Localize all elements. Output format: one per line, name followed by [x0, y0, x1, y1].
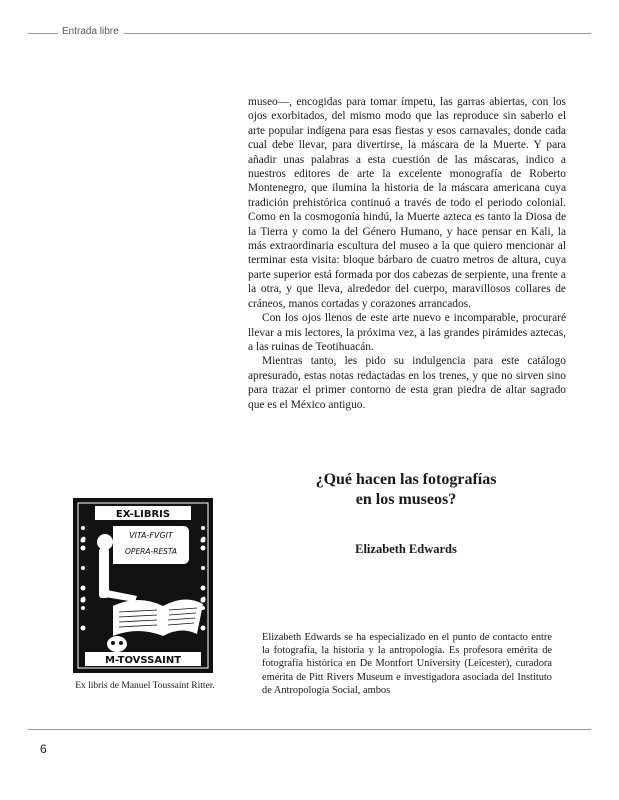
paragraph-3: Mientras tanto, les pido su indulgencia para este catálogo apresurado, estas notas redactadas en los trenes, y que no sirven sino para trazar el primer contorno de esta gran piedra de altar sagrado que es el México antiguo.: [248, 355, 566, 411]
scroll-text-1: VITA-FVGIT: [129, 531, 173, 540]
header-rule-left: [28, 33, 58, 34]
main-text-column: [248, 95, 566, 412]
page-number: 6: [40, 742, 47, 756]
skull-icon: [107, 636, 127, 652]
figure-caption: Ex libris de Manuel Toussaint Ritter.: [75, 681, 215, 691]
author-bio: Elizabeth Edwards se ha especializado en el punto de contacto entre la fotografía, la historia y la antropología. Es profesora emérita de fotografía histórica en De Montfort University (Leicester), curadora emérita de Pitt Rivers Museum e investigadora asociada del Instituto de Antropología Social, ambos: [262, 632, 552, 696]
footer-rule: [28, 729, 591, 730]
article-title-line-1: ¿Qué hacen las fotografías: [315, 471, 497, 488]
ex-libris-bookplate: [73, 498, 213, 673]
scroll-text-2: OPERA-RESTA: [125, 547, 177, 556]
open-book-icon: [113, 599, 203, 636]
banner-top-text: EX-LIBRIS: [115, 509, 171, 520]
article-title-line-2: en los museos?: [355, 491, 457, 508]
running-header: Entrada libre: [62, 26, 119, 37]
banner-bottom-text: M-TOVSSAINT: [104, 655, 182, 666]
header-rule-right: [124, 33, 591, 34]
paragraph-2: Con los ojos llenos de este arte nuevo e incomparable, procuraré llevar a mis lectores, la próxima vez, a las grandes pirámides aztecas, a las ruinas de Teotihuacán.: [248, 312, 566, 353]
article-title: [258, 470, 554, 510]
article-author: Elizabeth Edwards: [355, 542, 457, 556]
paragraph-1: museo—, encogidas para tomar ímpetu, las garras abiertas, con los ojos exorbitados, del mismo modo que las reproduce sin saberlo el arte popular indígena para esas fiestas y esos carnavales, donde cada cual debe llevar, para divertirse, la máscara de la Muerte. Y para añadir unas palabras a esta cuestión de las máscaras, indico a nuestros editores de arte la excelente monografía de Roberto Montenegro, que ilumina la historia de la máscara americana cuya tradición prehistórica continuó a través de todo el periodo colonial. Como en la cosmogonía hindú, la Muerte azteca es tanto la Diosa de la Tierra y como la del Género Humano, y hace pensar en Kali, la más extraordinaria escultura del museo a la que quiero mencionar al terminar esta visita: bloque bárbaro de cuatro metros de altura, cuya parte superior está formada por dos cabezas de serpiente, una frente a la otra, y que lleva, alrededor del cuerpo, maravillosos collares de cráneos, manos cortadas y corazones arrancados.: [248, 96, 566, 310]
